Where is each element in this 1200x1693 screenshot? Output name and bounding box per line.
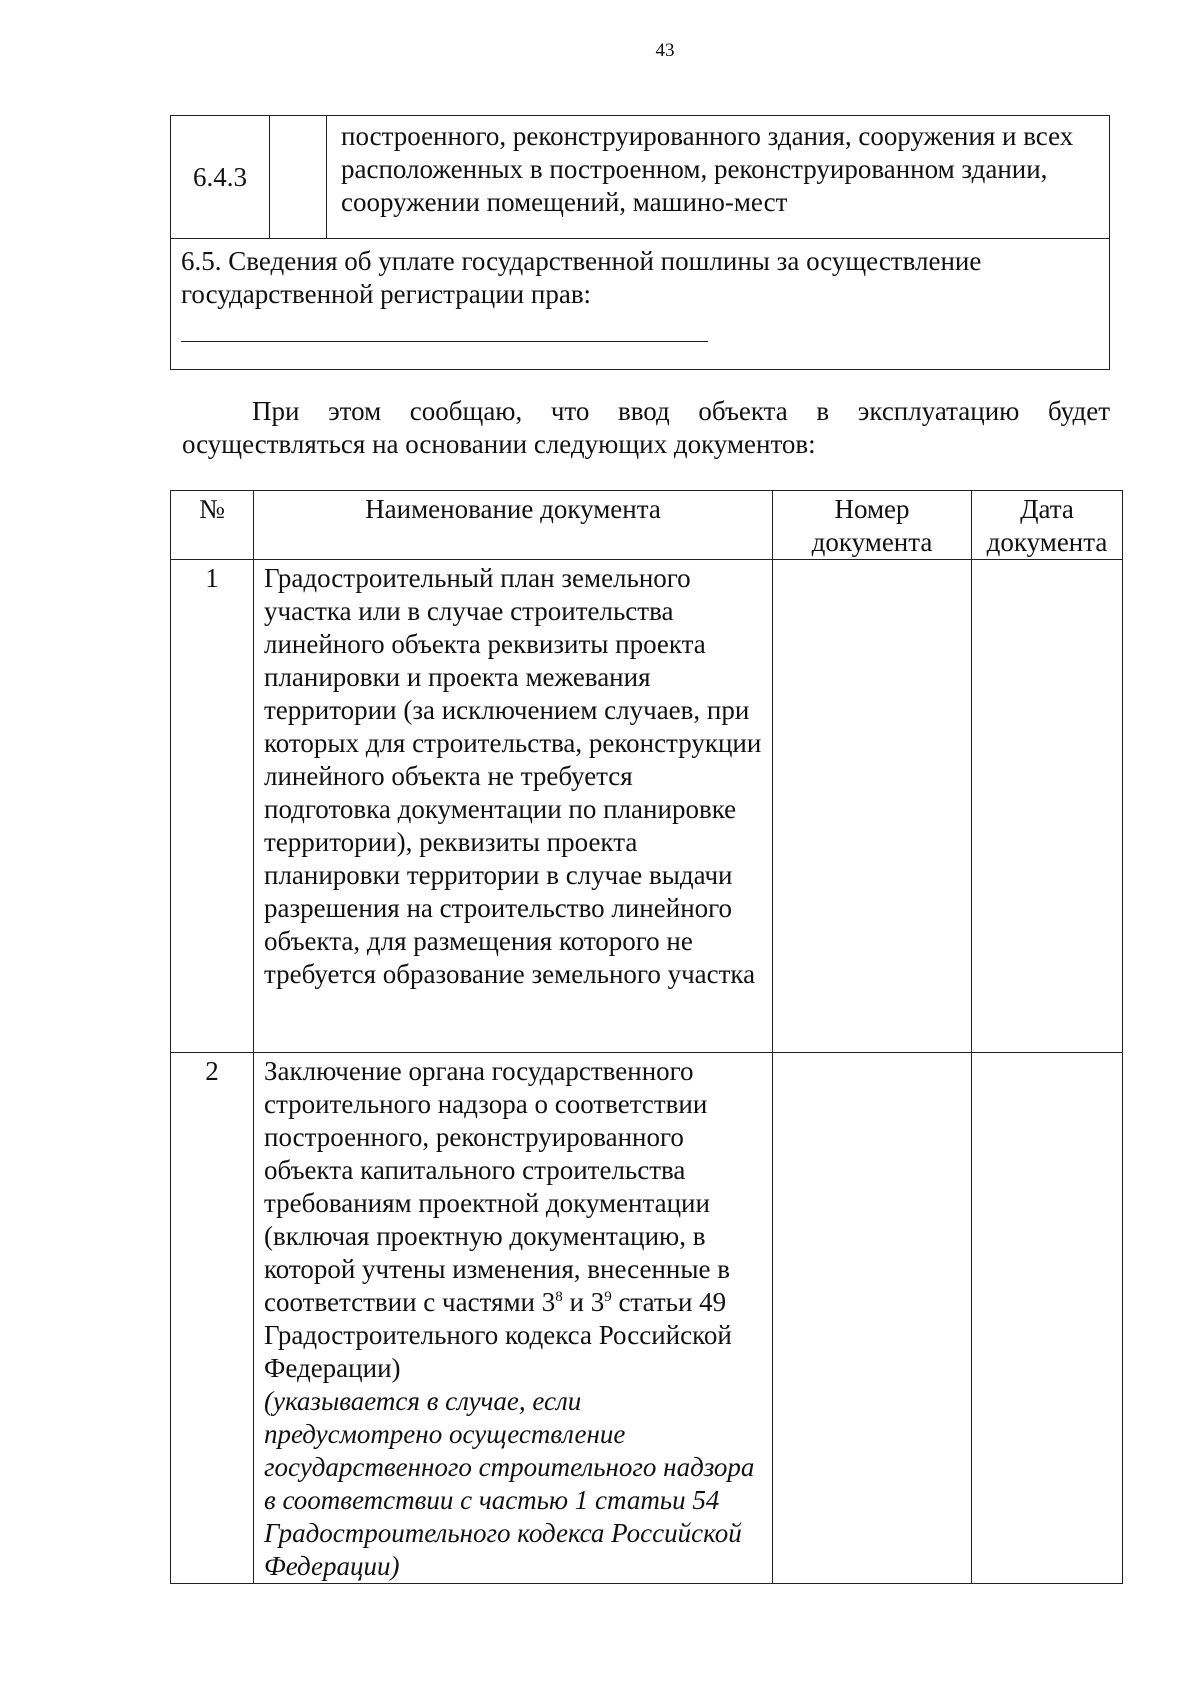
- row-name-part2: и 3: [562, 1287, 605, 1317]
- fee-text: 6.5. Сведения об уплате государственной пошлины за осуществление государственной регистрации прав:: [181, 246, 982, 309]
- documents-table: [170, 490, 1123, 1584]
- section-row-6-5: [171, 239, 1110, 370]
- row-name-part3: статьи 49 Градостроительного кодекса Российской Федерации): [264, 1287, 732, 1383]
- row-number: 1: [171, 560, 254, 1053]
- documents-header-row: [171, 491, 1123, 560]
- row-note: (указывается в случае, если предусмотрено осуществление государственного строительного надзора в соответствии с частью 1 статьи 54 Градостроительного кодекса Российской Федерации): [264, 1386, 755, 1581]
- row-doc-date-field[interactable]: [972, 1053, 1123, 1584]
- superscript-8: 8: [555, 1289, 563, 1305]
- row-doc-number-field[interactable]: [773, 560, 972, 1053]
- intro-paragraph: [182, 395, 1110, 461]
- item-text-cell: построенного, реконструированного здания, сооружения и всех расположенных в построенном, реконструированном здании, сооружении помещений, машино-мест: [327, 116, 1110, 239]
- row-doc-date-field[interactable]: [972, 560, 1123, 1053]
- row-document-name: Градостроительный план земельного участка или в случае строительства линейного объекта реквизиты проекта планировки и проекта межевания территории (за исключением случаев, при которых для строительства, реконструкции линейного объекта не требуется подготовка документации по планировке территории), реквизиты проекта планировки территории в случае выдачи разрешения на строительство линейного объекта, для размещения которого не требуется образование земельного участка: [254, 560, 773, 1053]
- table-row: [171, 560, 1123, 1053]
- fee-blank-line[interactable]: [181, 341, 708, 342]
- header-doc-number: Номер документа: [773, 491, 972, 560]
- item-number-cell: 6.4.3: [171, 116, 270, 239]
- row-doc-number-field[interactable]: [773, 1053, 972, 1584]
- header-name: Наименование документа: [254, 491, 773, 560]
- superscript-9: 9: [604, 1289, 612, 1305]
- row-document-name: [254, 1053, 773, 1584]
- header-number: №: [171, 491, 254, 560]
- section-table: [170, 115, 1110, 370]
- header-doc-date: Дата документа: [972, 491, 1123, 560]
- row-name-part1: Заключение органа государственного строительного надзора о соответствии построенного, реконструированного объекта капитального строительства требованиям проектной документации (включая проектную документацию, в которой учтены изменения, внесенные в соответствии с частями 3: [264, 1056, 730, 1317]
- intro-first-line: При этом сообщаю, что ввод объекта в эксплуатацию будет: [252, 396, 1110, 426]
- page-number: 43: [655, 40, 675, 61]
- row-number: 2: [171, 1053, 254, 1584]
- empty-cell: [270, 116, 327, 239]
- section-row-6-4-3: [171, 116, 1110, 239]
- table-row: [171, 1053, 1123, 1584]
- intro-second-line: осуществляться на основании следующих документов:: [182, 429, 816, 459]
- fee-cell: [171, 239, 1110, 370]
